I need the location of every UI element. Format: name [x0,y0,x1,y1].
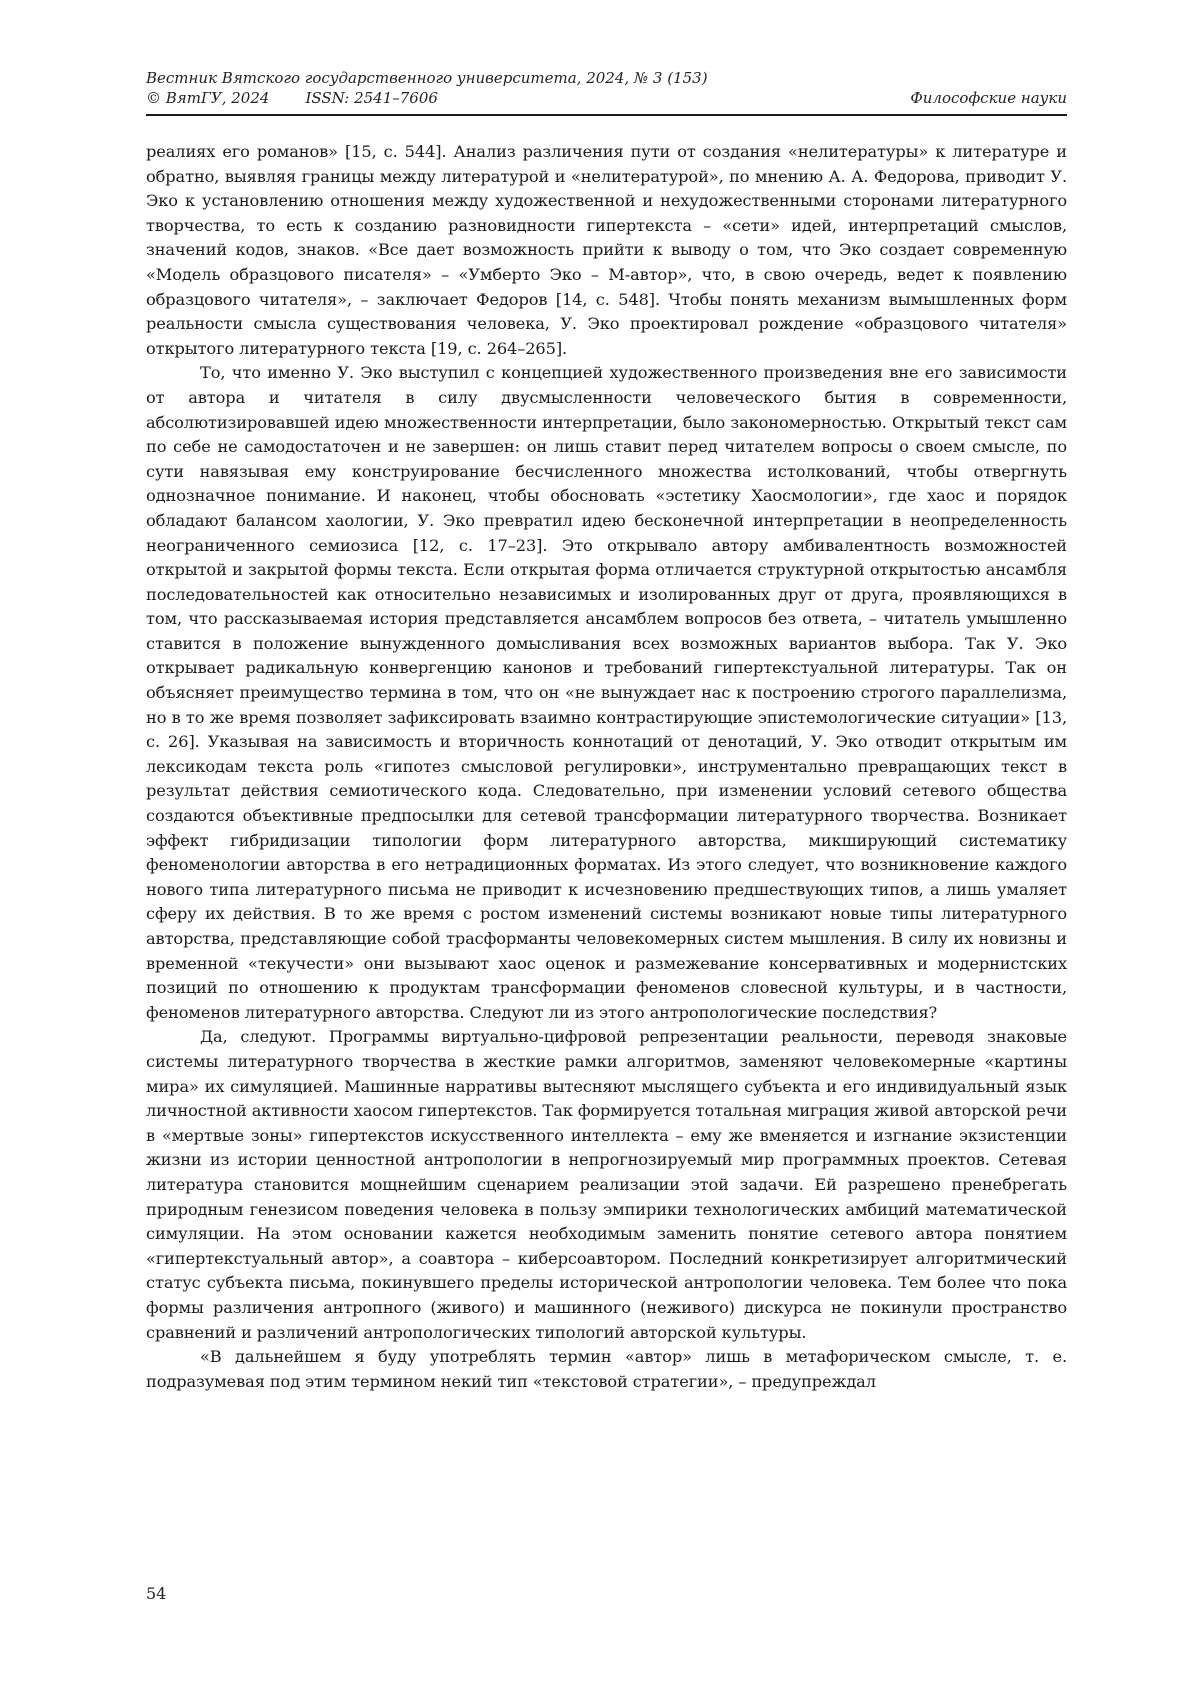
paragraph: «В дальнейшем я буду употреблять термин «автор» лишь в метафорическом смысле, т. е. подразумевая под этим термином некий тип «текстовой стратегии», – предупреждал [146,1347,1067,1391]
copyright-notice: © ВятГУ, 2024 [146,89,270,107]
header-divider [146,114,1067,116]
article-body [146,140,1067,1394]
header-second-line [146,88,1067,108]
section-name: Философские науки [910,89,1067,107]
paragraph-continued: реалиях его романов» [15, с. 544]. Анализ различения пути от создания «нелитературы» к литературе и обратно, выявляя границы между литературой и «нелитературой», по мнению А. А. Федорова, приводит У. Эко к установлению отношения между художественной и нехудожественными сторонами литературного творчества, то есть к созданию разновидности гипертекста – «сети» идей, интерпретаций смыслов, значений кодов, знаков. «Все дает возможность прийти к выводу о том, что Эко создает современную «Модель образцового писателя» – «Умберто Эко – М-автор», что, в свою очередь, ведет к появлению образцового читателя», – заключает Федоров [14, с. 548]. Чтобы понять механизм вымышленных форм реальности смысла существования человека, У. Эко проектировал рождение «образцового читателя» открытого литературного текста [19, с. 264–265]. [146,142,1067,358]
page-number: 54 [146,1584,167,1603]
paragraph: То, что именно У. Эко выступил с концепцией художественного произведения вне его зависимости от автора и читателя в силу двусмысленности человеческого бытия в современности, абсолютизировавшей идею множественности интерпретации, было закономерностью. Открытый текст сам по себе не самодостаточен и не завершен: он лишь ставит перед читателем вопросы о своем смысле, по сути навязывая ему конструирование бесчисленного множества истолкований, чтобы отвергнуть однозначное понимание. И наконец, чтобы обосновать «эстетику Хаосмологии», где хаос и порядок обладают балансом хаологии, У. Эко превратил идею бесконечной интерпретации в неопределенность неограниченного семиозиса [12, с. 17–23]. Это открывало автору амбивалентность возможностей открытой и закрытой формы текста. Если открытая форма отличается структурной открытостью ансамбля последовательностей как относительно независимых и изолированных друг от друга, проявляющихся в том, что рассказываемая история представляется ансамблем вопросов без ответа, – читатель умышленно ставится в положение вынужденного домысливания всех возможных вариантов выбора. Так У. Эко открывает радикальную конвергенцию канонов и требований гипертекстуальной литературы. Так он объясняет преимущество термина в том, что он «не вынуждает нас к построению строгого параллелизма, но в то же время позволяет зафиксировать взаимно контрастирующие эпистемологические ситуации» [13, с. 26]. Указывая на зависимость и вторичность коннотаций от денотаций, У. Эко отводит открытым им лексикодам текста роль «гипотез смысловой регулировки», инструментально превращающих текст в результат действия семиотического кода. Следовательно, при изменении условий сетевого общества создаются объективные предпосылки для сетевой трансформации литературного творчества. Возникает эффект гибридизации типологии форм литературного авторства, микширующий систематику феноменологии авторства в его нетрадиционных форматах. Из этого следует, что возникновение каждого нового типа литературного письма не приводит к исчезновению предшествующих типов, а лишь умаляет сферу их действия. В то же время с ростом изменений системы возникают новые типы литературного авторства, представляющие собой трасформанты человекомерных систем мышления. В силу их новизны и временной «текучести» они вызывают хаос оценок и размежевание консервативных и модернистских позиций по отношению к продуктам трансформации феноменов словесной культуры, и в частности, феноменов литературного авторства. Следуют ли из этого антропологические последствия? [146,363,1067,1022]
journal-title-line: Вестник Вятского государственного университета, 2024, № 3 (153) [146,69,708,87]
issn-number: ISSN: 2541–7606 [305,89,438,107]
running-header [146,68,1067,108]
paragraph: Да, следуют. Программы виртуально-цифровой репрезентации реальности, переводя знаковые системы литературного творчества в жесткие рамки алгоритмов, заменяют человекомерные «картины мира» их симуляцией. Машинные нарративы вытесняют мыслящего субъекта и его индивидуальный язык личностной активности хаосом гипертекстов. Так формируется тотальная миграция живой авторской речи в «мертвые зоны» гипертекстов искусственного интеллекта – ему же вменяется и изгнание экзистенции жизни из истории ценностной антропологии в непрогнозируемый мир программных проектов. Сетевая литература становится мощнейшим сценарием реализации этой задачи. Ей разрешено пренебрегать природным генезисом поведения человека в пользу эмпирики технологических амбиций математической симуляции. На этом основании кажется необходимым заменить понятие сетевого автора понятием «гипертекстуальный автор», а соавтора – киберсоавтором. Последний конкретизирует алгоритмический статус субъекта письма, покинувшего пределы исторической антропологии человека. Тем более что пока формы различения антропного (живого) и машинного (неживого) дискурса не покинули пространство сравнений и различений антропологических типологий авторской культуры. [146,1027,1067,1342]
header-meta [146,88,438,108]
